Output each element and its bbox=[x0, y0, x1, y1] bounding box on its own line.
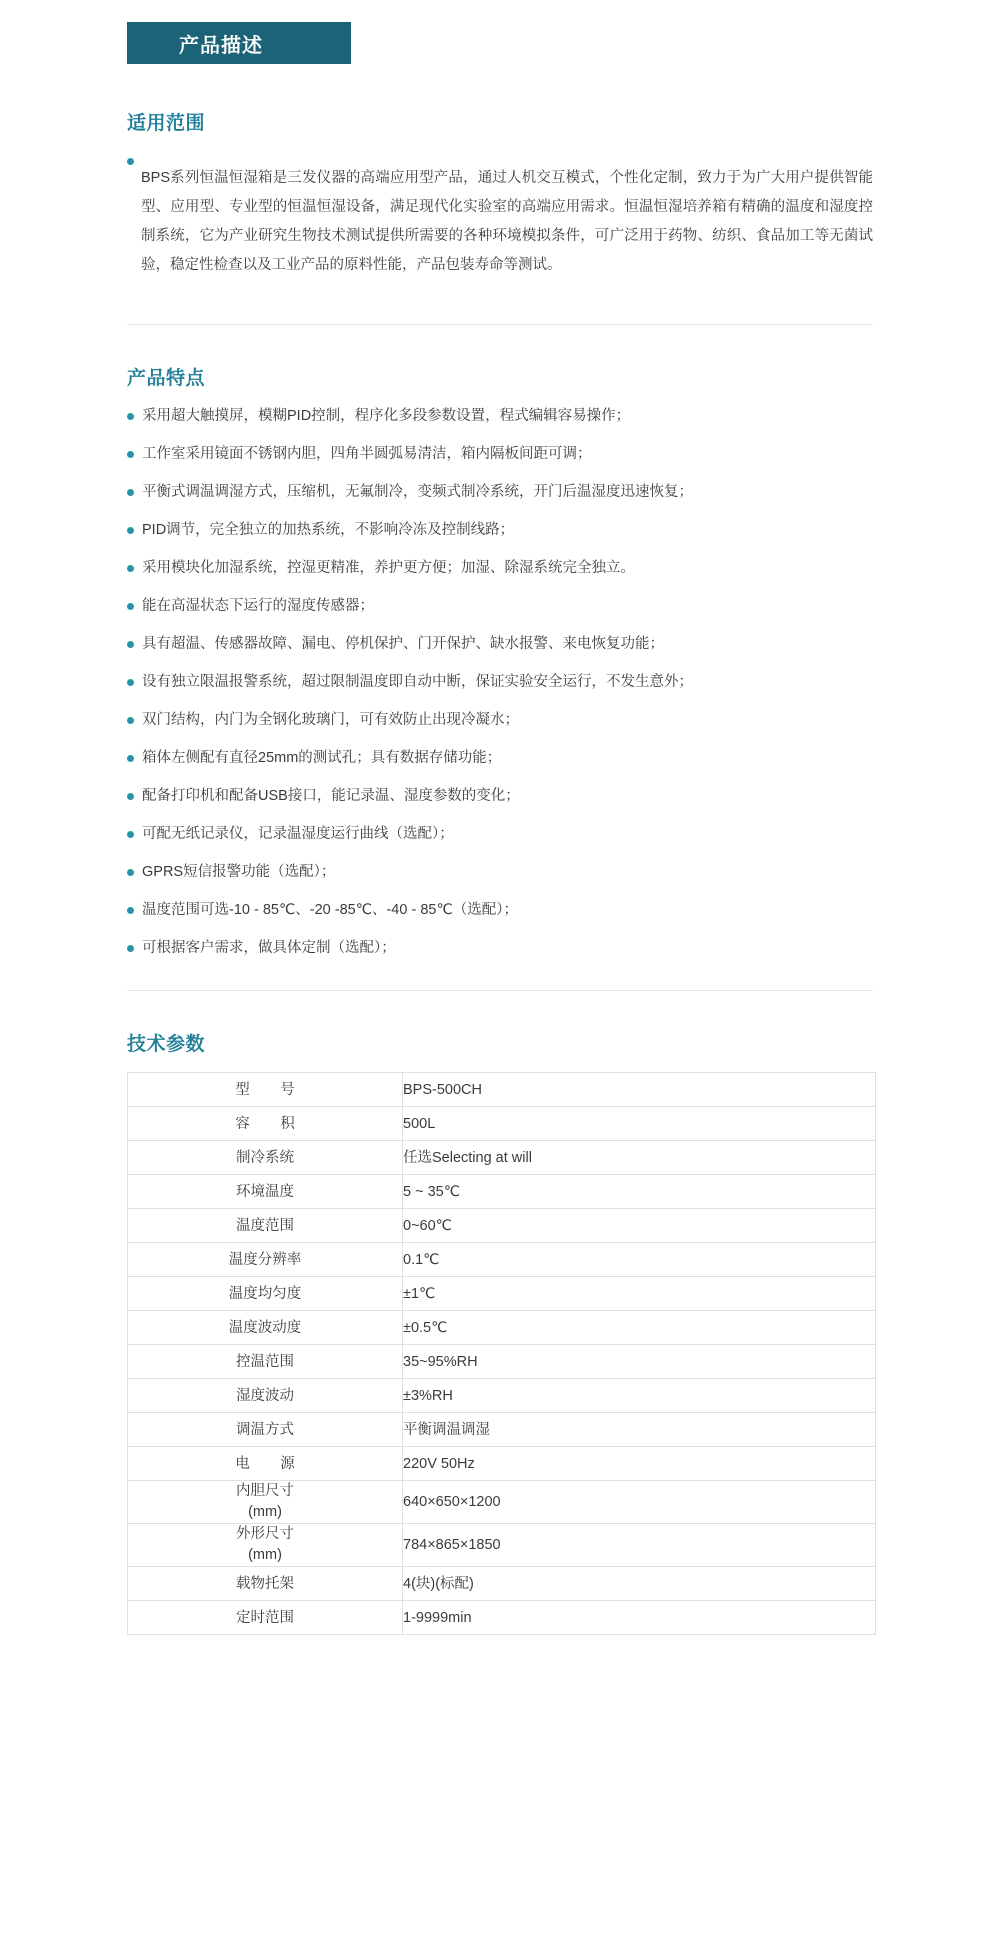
banner-title: 产品描述 bbox=[179, 34, 263, 57]
list-item bbox=[127, 746, 873, 770]
spec-value-cell: 0~60℃ bbox=[403, 1209, 876, 1243]
bullet-icon bbox=[127, 679, 134, 686]
bullet-icon bbox=[127, 869, 134, 876]
table-row bbox=[128, 1243, 876, 1277]
divider-scope bbox=[127, 324, 873, 325]
table-row bbox=[128, 1345, 876, 1379]
table-row bbox=[128, 1413, 876, 1447]
spec-label-cell: 外形尺寸 (mm) bbox=[128, 1524, 403, 1567]
list-item bbox=[127, 708, 873, 732]
feature-text: 箱体左侧配有直径25mm的测试孔；具有数据存储功能； bbox=[142, 750, 502, 766]
spec-value-cell: 0.1℃ bbox=[403, 1243, 876, 1277]
list-item bbox=[127, 860, 873, 884]
feature-text: GPRS短信报警功能（选配）； bbox=[142, 864, 336, 880]
spec-table bbox=[127, 1072, 876, 1635]
bullet-icon bbox=[127, 907, 134, 914]
section-heading-specs: 技术参数 bbox=[127, 1034, 206, 1055]
feature-text: 温度范围可选-10 - 85℃、-20 -85℃、-40 - 85℃（选配）； bbox=[142, 902, 518, 918]
feature-text: 能在高湿状态下运行的湿度传感器； bbox=[142, 598, 374, 614]
feature-list bbox=[127, 404, 873, 960]
table-row bbox=[128, 1277, 876, 1311]
feature-text: 具有超温、传感器故障、漏电、停机保护、门开保护、缺水报警、来电恢复功能； bbox=[142, 636, 664, 652]
table-row bbox=[128, 1481, 876, 1524]
list-item bbox=[127, 404, 873, 428]
spec-value-cell: 35~95%RH bbox=[403, 1345, 876, 1379]
table-row bbox=[128, 1379, 876, 1413]
bullet-icon bbox=[127, 451, 134, 458]
scope-paragraph-text: BPS系列恒温恒湿箱是三发仪器的高端应用型产品，通过人机交互模式，个性化定制，致力于为广大用户提供智能型、应用型、专业型的恒温恒湿设备，满足现代化实验室的高端应用需求。恒温恒湿培养箱有精确的温度和湿度控制系统，它为产业研究生物技术测试提供所需要的各种环境模拟条件，可广泛用于药物、纺织、食品加工等无菌试验，稳定性检查以及工业产品的原料性能，产品包装寿命等测试。 bbox=[141, 169, 873, 273]
feature-text: 双门结构，内门为全钢化玻璃门，可有效防止出现冷凝水； bbox=[142, 712, 519, 728]
list-item bbox=[127, 480, 873, 504]
bullet-icon bbox=[127, 793, 134, 800]
list-item bbox=[127, 556, 873, 580]
spec-label-cell: 温度均匀度 bbox=[128, 1277, 403, 1311]
spec-value-cell: 220V 50Hz bbox=[403, 1447, 876, 1481]
table-row bbox=[128, 1311, 876, 1345]
feature-text: 可配无纸记录仪，记录温湿度运行曲线（选配）； bbox=[142, 826, 454, 842]
feature-text: 工作室采用镜面不锈钢内胆，四角半圆弧易清洁，箱内隔板间距可调； bbox=[142, 446, 592, 462]
list-item bbox=[127, 670, 873, 694]
scope-paragraph-block bbox=[127, 149, 873, 294]
spec-value-cell: 5 ~ 35℃ bbox=[403, 1175, 876, 1209]
bullet-icon bbox=[127, 641, 134, 648]
bullet-icon bbox=[127, 158, 134, 165]
bullet-icon bbox=[127, 489, 134, 496]
list-item bbox=[127, 442, 873, 466]
table-row bbox=[128, 1073, 876, 1107]
table-row bbox=[128, 1601, 876, 1635]
spec-label-cell: 湿度波动 bbox=[128, 1379, 403, 1413]
spec-label-cell: 环境温度 bbox=[128, 1175, 403, 1209]
bullet-icon bbox=[127, 945, 134, 952]
spec-label-cell: 调温方式 bbox=[128, 1413, 403, 1447]
list-item bbox=[127, 594, 873, 618]
spec-label-cell: 内胆尺寸 (mm) bbox=[128, 1481, 403, 1524]
spec-value-cell: 500L bbox=[403, 1107, 876, 1141]
spec-label-cell: 电 源 bbox=[128, 1447, 403, 1481]
spec-label-cell: 型 号 bbox=[128, 1073, 403, 1107]
feature-text: PID调节，完全独立的加热系统，不影响冷冻及控制线路； bbox=[142, 522, 515, 538]
feature-text: 采用超大触摸屏，模糊PID控制，程序化多段参数设置，程式编辑容易操作； bbox=[142, 408, 631, 424]
spec-label-cell: 温度波动度 bbox=[128, 1311, 403, 1345]
spec-label-cell: 定时范围 bbox=[128, 1601, 403, 1635]
product-description-banner bbox=[127, 22, 351, 64]
table-row bbox=[128, 1107, 876, 1141]
table-row bbox=[128, 1209, 876, 1243]
table-row bbox=[128, 1141, 876, 1175]
product-description-page bbox=[0, 22, 1000, 1635]
spec-value-cell: 4(块)(标配) bbox=[403, 1567, 876, 1601]
spec-value-cell: ±3%RH bbox=[403, 1379, 876, 1413]
table-row bbox=[128, 1567, 876, 1601]
spec-value-cell: 1-9999min bbox=[403, 1601, 876, 1635]
bullet-icon bbox=[127, 565, 134, 572]
bullet-icon bbox=[127, 831, 134, 838]
feature-text: 设有独立限温报警系统，超过限制温度即自动中断，保证实验安全运行，不发生意外； bbox=[142, 674, 693, 690]
spec-value-cell: BPS-500CH bbox=[403, 1073, 876, 1107]
spec-value-cell: 640×650×1200 bbox=[403, 1481, 876, 1524]
bullet-icon bbox=[127, 717, 134, 724]
spec-label-cell: 温度分辨率 bbox=[128, 1243, 403, 1277]
feature-text: 采用模块化加湿系统，控湿更精准，养护更方便；加湿、除湿系统完全独立。 bbox=[142, 560, 635, 576]
divider-features bbox=[127, 990, 873, 991]
list-item bbox=[127, 822, 873, 846]
spec-label-cell: 容 积 bbox=[128, 1107, 403, 1141]
section-heading-features: 产品特点 bbox=[127, 368, 206, 389]
bullet-icon bbox=[127, 413, 134, 420]
spec-label-cell: 控温范围 bbox=[128, 1345, 403, 1379]
spec-value-cell: ±0.5℃ bbox=[403, 1311, 876, 1345]
spec-label-cell: 温度范围 bbox=[128, 1209, 403, 1243]
bullet-icon bbox=[127, 755, 134, 762]
spec-label-cell: 载物托架 bbox=[128, 1567, 403, 1601]
spec-value-cell: 平衡调温调湿 bbox=[403, 1413, 876, 1447]
spec-label-cell: 制冷系统 bbox=[128, 1141, 403, 1175]
table-row bbox=[128, 1524, 876, 1567]
list-item bbox=[127, 632, 873, 656]
spec-table-wrap bbox=[127, 1072, 873, 1635]
list-item bbox=[127, 936, 873, 960]
spec-value-cell: ±1℃ bbox=[403, 1277, 876, 1311]
feature-text: 平衡式调温调湿方式，压缩机，无氟制冷，变频式制冷系统，开门后温湿度迅速恢复； bbox=[142, 484, 693, 500]
section-heading-scope: 适用范围 bbox=[127, 113, 206, 134]
bullet-icon bbox=[127, 527, 134, 534]
list-item bbox=[127, 898, 873, 922]
table-row bbox=[128, 1447, 876, 1481]
table-row bbox=[128, 1175, 876, 1209]
feature-text: 配备打印机和配备USB接口，能记录温、湿度参数的变化； bbox=[142, 788, 520, 804]
spec-value-cell: 784×865×1850 bbox=[403, 1524, 876, 1567]
spec-value-cell: 任选Selecting at will bbox=[403, 1141, 876, 1175]
bullet-icon bbox=[127, 603, 134, 610]
list-item bbox=[127, 518, 873, 542]
page-content bbox=[127, 22, 873, 1635]
list-item bbox=[127, 784, 873, 808]
feature-text: 可根据客户需求，做具体定制（选配）； bbox=[142, 940, 396, 956]
